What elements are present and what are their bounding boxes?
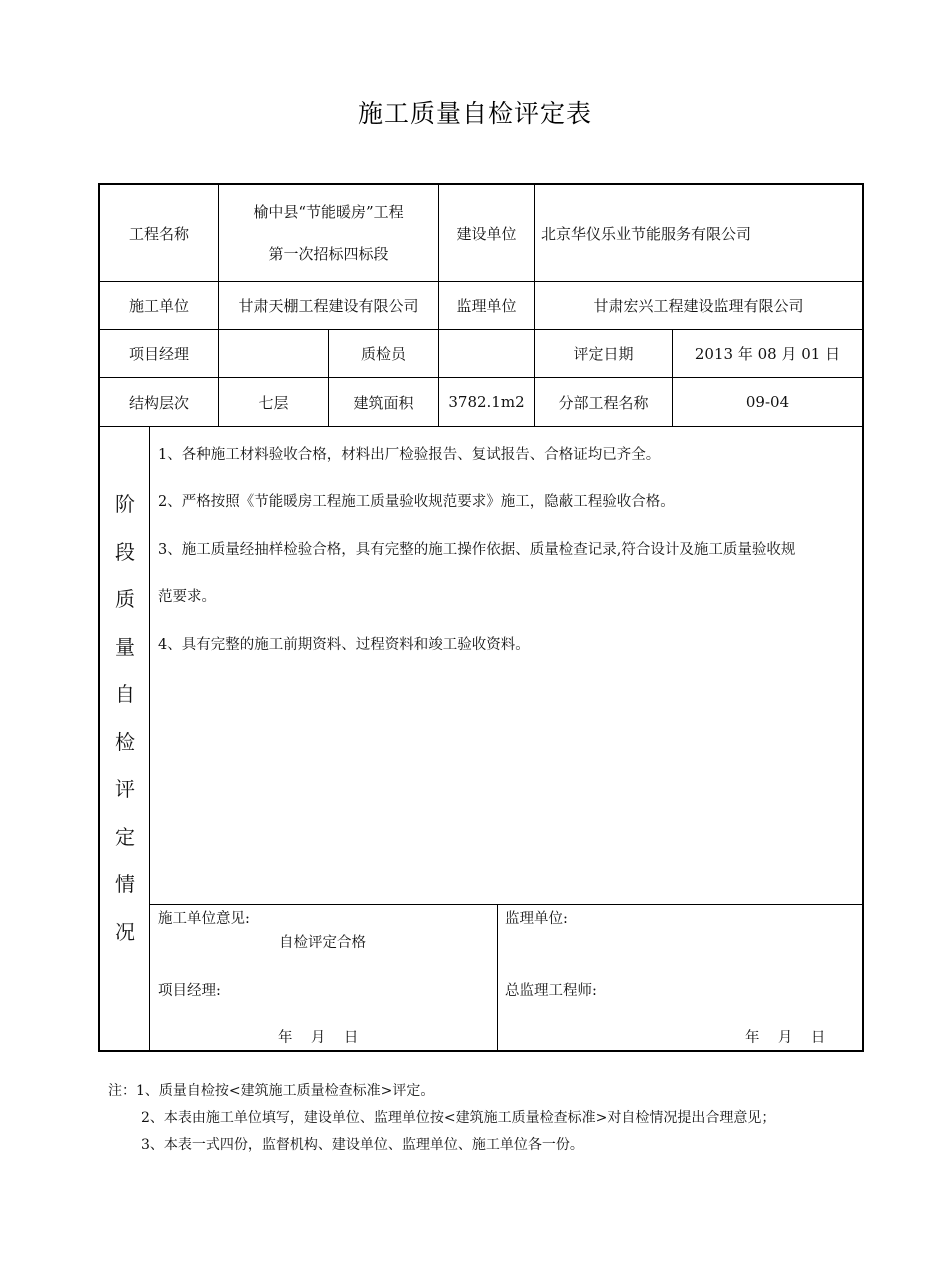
inspector-label: 质检员	[360, 345, 406, 363]
builder-label: 建设单位	[456, 224, 517, 243]
contractor-opinion-title: 施工单位意见:	[158, 911, 250, 927]
section-label-char: 情	[115, 872, 135, 896]
pm-label: 项目经理	[128, 345, 189, 363]
subproject-label: 分部工程名称	[558, 393, 649, 412]
section-label-char: 质	[115, 587, 135, 611]
pm-value	[219, 330, 328, 377]
section-label-char: 况	[115, 919, 135, 944]
assessment-form	[98, 183, 864, 1052]
section-label-char: 自	[115, 682, 135, 706]
assessment-item: 范要求。	[158, 589, 216, 605]
row-divider	[100, 426, 862, 427]
footnotes	[108, 1078, 775, 1159]
opinion-col-divider	[497, 904, 498, 1052]
contractor-opinion-result: 自检评定合格	[279, 935, 366, 951]
floors-value: 七层	[258, 393, 289, 412]
supervisor-opinion-title: 监理单位:	[505, 911, 568, 927]
project-name-value	[219, 185, 438, 281]
contractor-date: 年 月 日	[278, 1030, 359, 1046]
supervisor-date: 年 月 日	[745, 1030, 826, 1046]
note-line: 3、本表一式四份，监督机构、建设单位、监理单位、施工单位各一份。	[141, 1137, 584, 1153]
section-label	[100, 425, 150, 1052]
area-label: 建筑面积	[353, 393, 414, 412]
project-name-label: 工程名称	[128, 224, 189, 243]
note-line: 2、本表由施工单位填写，建设单位、监理单位按<建筑施工质量检查标准>对自检情况提出合理意见；	[141, 1110, 776, 1126]
section-label-char: 阶	[115, 492, 135, 516]
section-label-char: 段	[115, 539, 135, 564]
contractor-value: 甘肃天棚工程建设有限公司	[238, 297, 419, 315]
project-name-line1: 榆中县“节能暖房”工程	[253, 203, 404, 221]
section-label-char: 评	[115, 777, 135, 801]
floors-label: 结构层次	[128, 393, 189, 412]
date-value: 2013 年 08 月 01 日	[694, 345, 841, 363]
note-line: 注：1、质量自检按<建筑施工质量检查标准>评定。	[108, 1083, 435, 1099]
assessment-item: 3、施工质量经抽样检验合格，具有完整的施工操作依据、质量检查记录,符合设计及施工质量验收规	[158, 542, 796, 558]
supervisor-label: 监理单位	[456, 297, 517, 315]
supervisor-value: 甘肃宏兴工程建设监理有限公司	[593, 297, 804, 315]
contractor-label: 施工单位	[128, 297, 189, 315]
chief-supervisor-sign: 总监理工程师:	[505, 983, 597, 999]
subproject-value: 09-04	[745, 393, 790, 411]
builder-value: 北京华仪乐业节能服务有限公司	[541, 224, 752, 243]
assessment-item: 1、各种施工材料验收合格，材料出厂检验报告、复试报告、合格证均已齐全。	[158, 447, 661, 463]
section-label-char: 定	[115, 824, 135, 849]
section-label-char: 量	[115, 634, 135, 659]
contractor-pm-sign: 项目经理:	[158, 983, 221, 999]
assessment-item: 2、严格按照《节能暖房工程施工质量验收规范要求》施工，隐蔽工程验收合格。	[158, 494, 675, 510]
assessment-item: 4、具有完整的施工前期资料、过程资料和竣工验收资料。	[158, 637, 530, 653]
project-name-line2: 第一次招标四标段	[268, 245, 389, 263]
section-label-char: 检	[115, 729, 135, 754]
inspector-value	[439, 330, 534, 377]
area-value: 3782.1m2	[448, 393, 525, 411]
date-label: 评定日期	[573, 345, 634, 363]
page-title: 施工质量自检评定表	[357, 99, 592, 128]
opinion-divider	[150, 904, 862, 905]
